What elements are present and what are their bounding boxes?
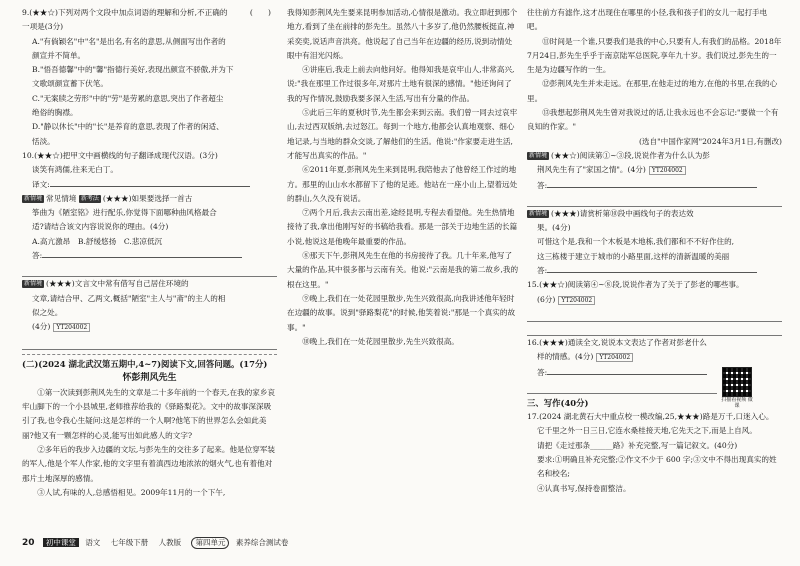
q9-stem-2: 一项是(3分) <box>22 22 64 32</box>
answer-line[interactable] <box>22 336 277 350</box>
q16-stem: 16.(★★★)通读全文,说说本文表达了作者对彭老什么 <box>527 337 707 347</box>
q14-stem: 新情境 (★★★)请赏析第⑩段中画线句子的表达效 <box>529 208 694 218</box>
passage-p13: ⑬我想起彭荆风先生曾对我说过的话,让我永远也不会忘记:"要做一个有良知的作家。" <box>527 108 779 132</box>
passage-p5: ⑤此后三年的夏秋时节,先生都会来到云南。我们曾一同去过哀牢山,去过西双版纳,去过怒江。每到一个地方,他都会认真地观察、细心地记录,与当地的群众交谈,了解他们的生活。他说:"作家要走进生活,才能写出真实的作品。" <box>287 108 518 160</box>
passage-p3: ③人试,有味的人,总感悟相见。2009年11月的一个下午, <box>37 487 226 497</box>
passage-p12: ⑫彭荆风先生并未走远。在那里,在他走过的地方,在他的书里,在我的心里。 <box>527 79 778 103</box>
q9-option-d: D."静以休长"中的"长"是养育的意思,表现了作者的闲适、 <box>32 122 224 132</box>
q9-option-c-cont: 绝俗的胸襟。 <box>32 108 78 118</box>
answer-line[interactable] <box>527 380 717 394</box>
q9-option-d-cont: 恬淡。 <box>32 136 55 146</box>
q13-stem-2: 荆风先生有了"家国之情"。(4分) YT204002 <box>527 163 782 178</box>
column-right <box>527 6 782 496</box>
q9-option-a-cont: 颜宣并不简单。 <box>32 50 86 60</box>
q14-stem-4: 这三栋楼于建立于城市的小路里面,这样的清新温暖的美丽 <box>537 251 730 261</box>
passage-p2: ②多年后的我步入边疆的文坛,与彭先生的交往多了起来。他是位穿军装的军人,他是个军人作家,他的文字里有着滇西边地浓浓的烟火气,也有着他对那片土地深厚的感情。 <box>22 445 276 483</box>
q17-stem: 17.(2024 湖北黄石大中重点校一模改编,25,★★★)路是万千,口迷入心。 <box>527 412 774 422</box>
q9-option-a: A."有倘颖名"中"名"是出名,有名的意思,从侧面写出作者的 <box>32 36 226 46</box>
writing-heading: 三、写作(40分) <box>527 397 589 408</box>
column-left <box>22 6 277 500</box>
subject-label: 语文 <box>85 538 101 547</box>
answer-line[interactable] <box>527 308 782 322</box>
q10-stem: 10.(★★☆)把甲文中画横线的句子翻译成现代汉语。(3分) <box>22 150 218 160</box>
passage-source: (选自"中国作家网"2024年3月1日,有删改) <box>638 136 782 146</box>
passage-p4: ④讲座后,我走上前去向他问好。他得知我是哀牢山人,非常高兴,说:"我在那里工作过很多年,对那片土地有很深的感情。"他还询问了我的写作情况,鼓励我要多深入生活,写出有分量的作品。 <box>287 65 515 103</box>
qr-caption: 扫描看视频 微课 <box>721 397 753 409</box>
qr-code-icon <box>722 367 752 397</box>
edition-label: 人教版 <box>158 538 182 547</box>
answer-line[interactable] <box>527 322 782 336</box>
passage-p9: ⑨晚上,我们在一处花园里散步,先生兴致很高,向我讲述他年轻时在边疆的故事。说到"驿路梨花"的时候,他笑着说:"那是一个真实的故事。" <box>287 293 516 332</box>
q17-requirement-1: 要求:①明确且补充完整;②作文不少于 600 字;③文中不得出现真实的姓名和校名; <box>537 455 777 479</box>
passage-p6: ⑥2011年夏,彭荆风先生来到昆明,我陪他去了他曾经工作过的地方。那里的山山水水都留下了他的足迹。他站在一座小山上,望着远处的群山,久久没有说话。 <box>287 165 518 203</box>
q9-option-b-cont: 文歌颂颜宣蓄下伏笔。 <box>32 79 108 89</box>
divider <box>22 354 277 355</box>
passage-p1: ①第一次读到彭荆风先生的文章是二十多年前的一个春天,在我的家乡哀牢山脚下的一个小县城里,老师推荐给我的《驿路梨花》。文中的故事深深吸引了我,也令我心生疑问:这是怎样的一个人啊?他笔下的世界怎么会如此美丽?他又有一颗怎样的心灵,能写出如此感人的文字? <box>22 387 276 440</box>
q11-stem-3: 适?请结合该文内容说说你的理由。(4分) <box>32 222 169 232</box>
unit-badge: 第四单元 <box>191 537 229 549</box>
passage-p8: ⑧那天下午,彭荆风先生在他的书房接待了我。几十年来,他写了大量的作品,其中很多都与云南有关。他说:"云南是我的第二故乡,我的根在这里。" <box>287 251 519 289</box>
q17-requirement-2: ④认真书写,保持卷面整洁。 <box>537 483 631 493</box>
q9-option-c: C."无案牍之劳形"中的"劳"是劳累的意思,突出了作者超尘 <box>32 93 224 103</box>
q11-options: A.高亢激昂 B.舒缓悠扬 C.悲凉低沉 <box>32 236 163 246</box>
q12-stem: 新情境 (★★★)文言文中常有借写自己居住环境的 <box>24 279 189 289</box>
q16-answer[interactable]: 答: <box>527 366 782 380</box>
passage-p10-cont: 往往前方有滤作,这才出现住在哪里的小径,我和孩子们的女儿一起打手电吧。 <box>527 8 768 32</box>
answer-line[interactable] <box>22 263 277 277</box>
q12-stem-3: 似之处。 <box>32 307 63 317</box>
series-badge: 初中课堂 <box>43 538 79 547</box>
q14-stem-3: 可惜这个是,我和一个木板是木地栋,我们都和不不好作住的, <box>537 237 735 247</box>
passage-p7: ⑦两个月后,我去云南出差,途经昆明,专程去看望他。先生热情地接待了我,拿出他刚写好的书稿给我看。那是一部关于边地生活的长篇小说,他说这是他晚年最重要的作品。 <box>287 208 518 246</box>
passage-p3-cont: 我得知彭荆风先生要来昆明参加活动,心情很是激动。我立即赶到那个地方,看到了坐在前排的彭先生。虽然八十多岁了,他仍然腰板挺直,神采奕奕,说话声音洪亮。他说起了自己当年在边疆的经历,说到动情处眼中有泪光闪烁。 <box>287 8 518 60</box>
answer-line[interactable] <box>527 193 782 207</box>
q10-answer[interactable]: 译文: <box>22 178 277 192</box>
q16-stem-2: 样的情感。(4分) YT204002 <box>527 350 782 365</box>
q17-stem-2: 它千里之外一日三日,它连水桑桂接天地,它先天之下,而是上自风。 <box>537 426 757 436</box>
q13-stem: 新情境 (★★☆)阅读第①~③段,说说作者为什么认为彭 <box>529 150 710 160</box>
q11-stem-2: 筝曲为《陋室铭》进行配乐,你觉得下面哪种曲风格最合 <box>32 208 217 218</box>
q12-stem-2: 文章,请结合甲、乙两文,概括"陋室"主人与"斋"的主人的相 <box>32 293 226 303</box>
q14-answer[interactable]: 答: <box>527 264 782 278</box>
passage-p11: ⑪时间是一个谁,只要我们是我的中心,只要有人,有我们的品格。2018年7月24日,彭先生乎乎于南京陆军总医院,享年九十岁。我们说过,彭先生的一生是为边疆写作的一生。 <box>527 36 782 75</box>
q12-stem-4: (4分) YT204002 <box>22 320 277 335</box>
page-footer <box>22 536 522 550</box>
column-middle <box>287 6 519 349</box>
q17-stem-3: 请把《走过那条______路》补充完整,写一篇记叙文。(40分) <box>537 440 738 450</box>
passage-p10: ⑩晚上,我们在一处花园里散步,先生兴致很高。 <box>302 336 459 346</box>
q9-stem: 9.(★★☆)下列对两个文段中加点词语的理解和分析,不正确的 ( ) <box>22 8 271 17</box>
passage-title: 怀彭荆风先生 <box>122 372 177 383</box>
q14-stem-2: 果。(4分) <box>537 223 571 233</box>
grade-label: 七年级下册 <box>110 538 149 547</box>
q9-option-b: B."悟吾德馨"中的"馨"指德行美好,表现出颜宣不骄傲,并为下 <box>32 65 234 75</box>
q15-stem: 15.(★★☆)阅读第④~⑧段,说说作者为了关于了彭老的哪些事。 <box>527 280 744 290</box>
passage-intro: (二)(2024 湖北武汉第五期中,4~7)阅读下文,回答问题。(17分) <box>22 358 268 369</box>
page-number: 20 <box>22 538 35 548</box>
q10-sentence: 谈笑有鸿儒,往来无白丁。 <box>32 165 118 175</box>
q13-answer[interactable]: 答: <box>527 179 782 193</box>
q15-stem-2: (6分) YT204002 <box>527 293 782 308</box>
q11-answer[interactable]: 答: <box>22 249 277 263</box>
test-type-label: 素养综合测试卷 <box>235 538 289 547</box>
q11-stem: 新情境 常见情境 新考法 (★★★)如果要选择一首古 <box>24 193 193 203</box>
